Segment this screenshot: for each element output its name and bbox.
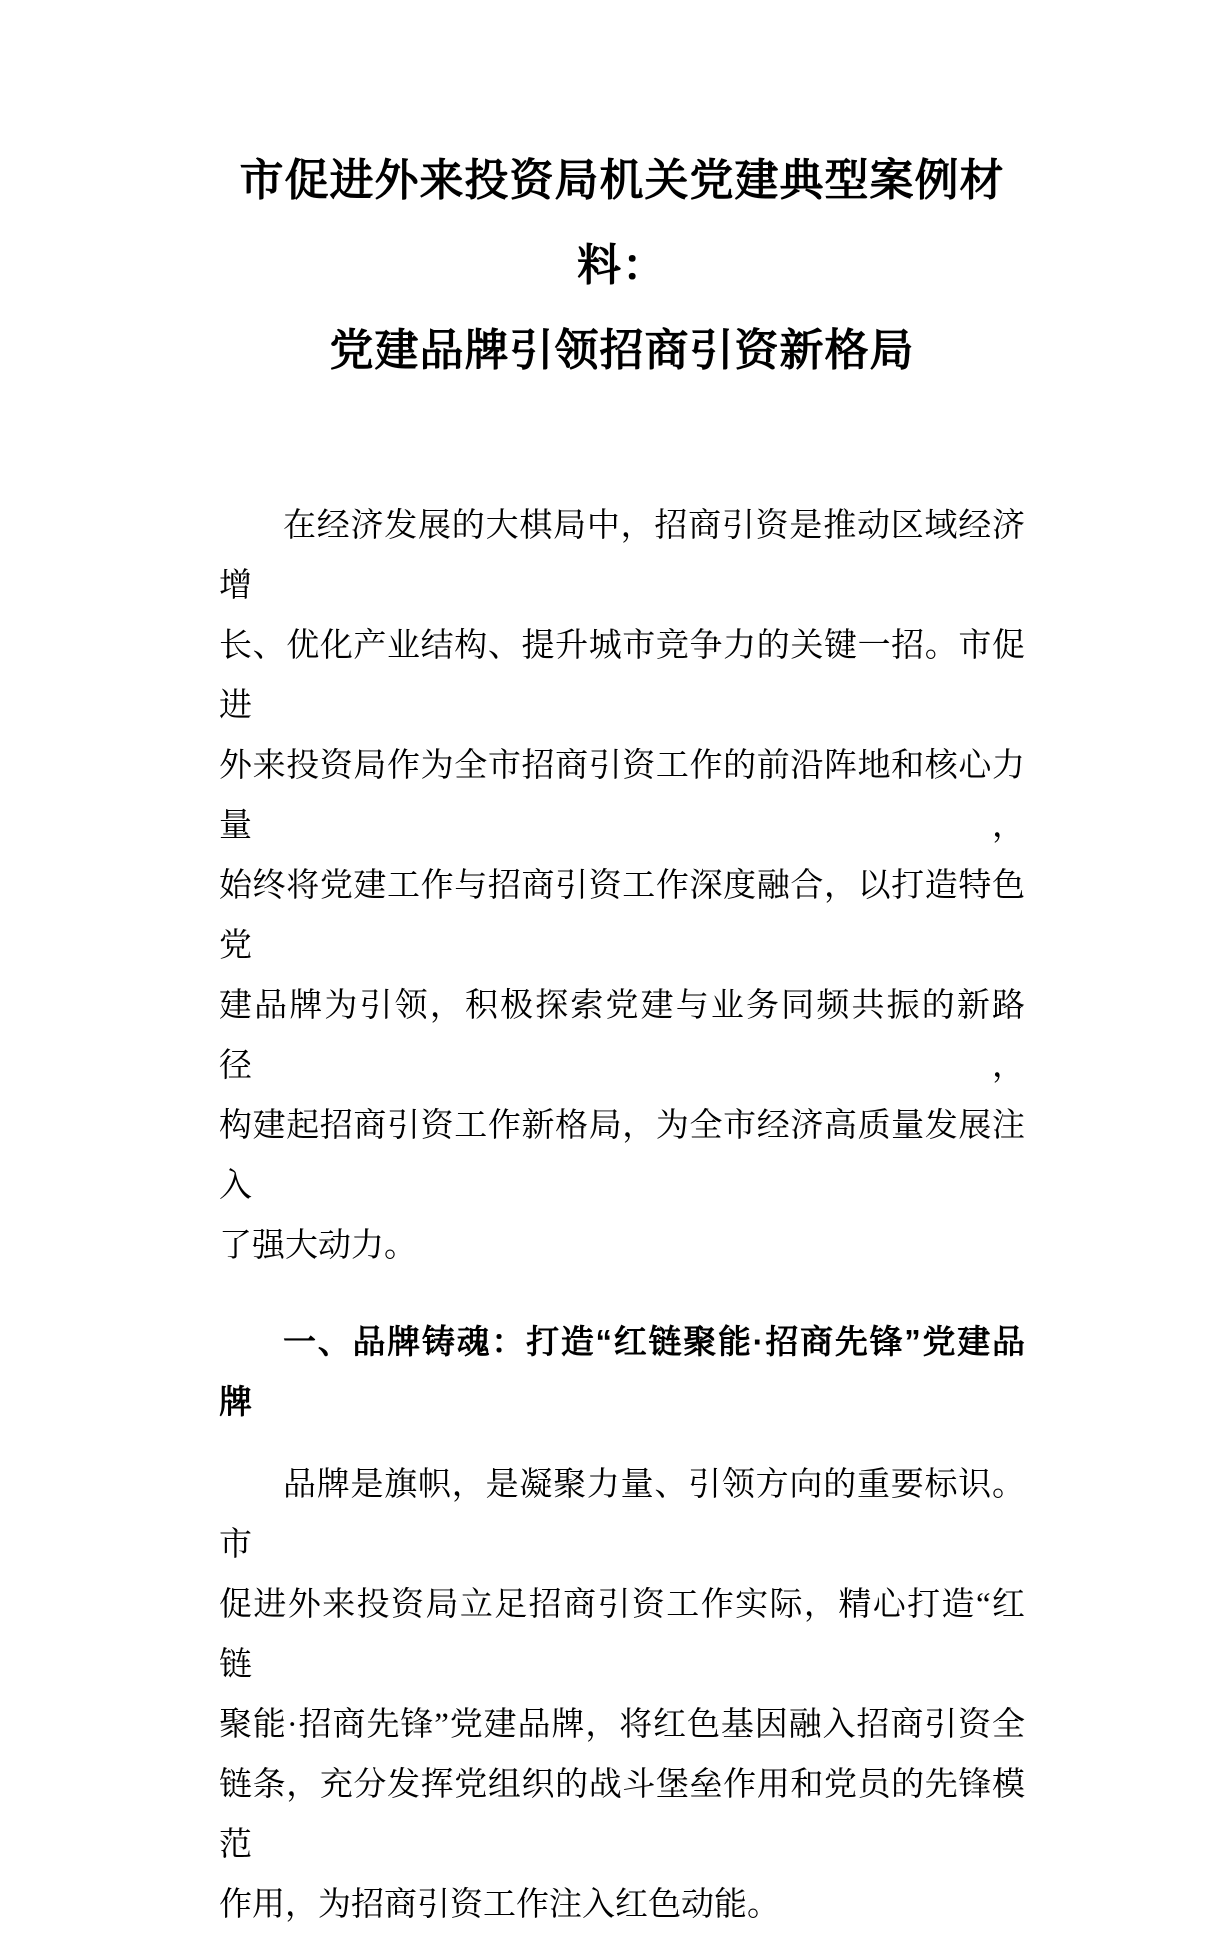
section-1-line-4: 链条，充分发挥党组织的战斗堡垒作用和党员的先锋模范 [219, 1767, 1025, 1863]
intro-line-2: 长、优化产业结构、提升城市竞争力的关键一招。市促进 [219, 628, 1025, 724]
section-1-heading-line-2: 牌 [219, 1383, 252, 1420]
document-title [219, 138, 1025, 393]
paragraph-intro [219, 496, 1025, 1276]
section-1-heading [219, 1312, 1025, 1432]
intro-line-7: 了强大动力。 [219, 1228, 417, 1264]
paragraph-section-1 [219, 1455, 1025, 1935]
title-line-2: 党建品牌引领招商引资新格局 [329, 326, 915, 375]
section-1-line-1: 品牌是旗帜，是凝聚力量、引领方向的重要标识。市 [219, 1467, 1025, 1563]
section-1-line-3: 聚能·招商先锋”党建品牌，将红色基因融入招商引资全 [219, 1707, 1025, 1743]
intro-line-1: 在经济发展的大棋局中，招商引资是推动区域经济增 [219, 508, 1025, 604]
section-1-heading-line-1: 一、品牌铸魂：打造“红链聚能·招商先锋”党建品 [283, 1323, 1025, 1360]
title-line-1: 市促进外来投资局机关党建典型案例材料： [239, 156, 1005, 290]
section-1-line-2: 促进外来投资局立足招商引资工作实际，精心打造“红链 [219, 1587, 1025, 1683]
intro-line-4: 始终将党建工作与招商引资工作深度融合，以打造特色党 [219, 868, 1025, 964]
intro-line-6: 构建起招商引资工作新格局，为全市经济高质量发展注入 [219, 1108, 1025, 1204]
section-1-line-5: 作用，为招商引资工作注入红色动能。 [219, 1887, 780, 1923]
intro-line-5: 建品牌为引领，积极探索党建与业务同频共振的新路径， [219, 988, 1025, 1084]
intro-line-3: 外来投资局作为全市招商引资工作的前沿阵地和核心力量， [219, 748, 1025, 844]
